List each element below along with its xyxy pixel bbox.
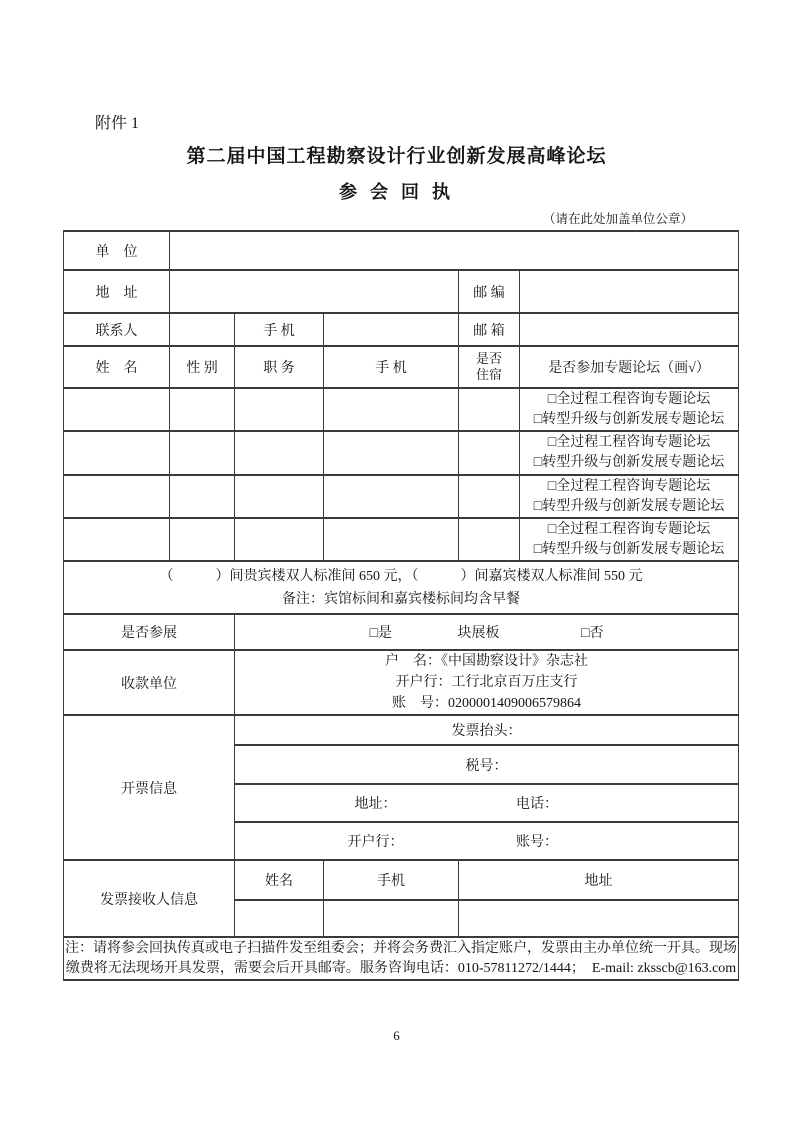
forum-option-consulting: □全过程工程咨询专题论坛 [547, 391, 711, 407]
invoice-taxno-cell [235, 745, 739, 784]
hotel-room-cell [64, 561, 739, 614]
attendee-lodging-cell [459, 518, 520, 561]
attendee-name-cell [64, 388, 170, 431]
footnote-cell: 注：请将参会回执传真或电子扫描件发至组委会；并将会务费汇入指定账户，发票由主办单位统一开具。现场缴费将无法现场开具发票，需要会后开具邮寄。服务咨询电话：010-57811272/1444； E-mail: zksscb@163.com [64, 937, 739, 980]
attendee-position-cell [235, 388, 324, 431]
invoice-bank-account-cell [235, 822, 739, 860]
attendee-mobile-cell [324, 518, 459, 561]
invoice-account-label: 账号： [516, 835, 558, 850]
seal-instruction: （请在此处加盖单位公章） [542, 212, 693, 226]
invoice-address-phone-cell [235, 784, 739, 822]
recipient-section-label: 发票接收人信息 [64, 860, 235, 937]
invoice-phone-label: 电话： [516, 797, 558, 812]
forum-options-cell [520, 431, 739, 475]
lodging-column-header [459, 346, 520, 388]
document-title: 第二届中国工程勘察设计行业创新发展高峰论坛 [186, 146, 607, 167]
invoice-section-label: 开票信息 [64, 715, 235, 860]
forum-options-cell [520, 475, 739, 518]
attendee-lodging-cell [459, 475, 520, 518]
address-label: 地 址 [64, 270, 170, 313]
attendee-name-cell [64, 431, 170, 475]
postcode-input-cell [520, 270, 739, 313]
attendee-mobile-cell [324, 388, 459, 431]
invoice-bank-label: 开户行： [347, 835, 404, 850]
payee-account-number: 账 号：0200001409006579864 [392, 696, 582, 711]
exhibit-options-cell [235, 614, 739, 650]
forum-option-consulting: □全过程工程咨询专题论坛 [547, 521, 711, 537]
invoice-address-label: 地址： [354, 797, 397, 812]
attendee-row [64, 431, 739, 475]
attendee-mobile-cell [324, 475, 459, 518]
mobile-column-header: 手 机 [324, 346, 459, 388]
invoice-title-cell [235, 715, 739, 745]
payee-info-cell [235, 650, 739, 715]
forum-options-cell [520, 518, 739, 561]
recipient-name-header: 姓名 [235, 860, 324, 900]
attendee-gender-cell [170, 431, 235, 475]
exhibit-no-option: □否 [581, 626, 604, 641]
attendee-row [64, 518, 739, 561]
recipient-mobile-cell [324, 900, 459, 937]
forum-options-cell [520, 388, 739, 431]
attendee-lodging-cell [459, 388, 520, 431]
email-input-cell [520, 313, 739, 346]
attendee-position-cell [235, 518, 324, 561]
forum-option-transform: □转型升级与创新发展专题论坛 [533, 541, 725, 557]
payee-label: 收款单位 [64, 650, 235, 715]
attendee-position-cell [235, 431, 324, 475]
forum-option-transform: □转型升级与创新发展专题论坛 [533, 498, 725, 514]
recipient-address-cell [459, 900, 739, 937]
forum-option-transform: □转型升级与创新发展专题论坛 [533, 455, 725, 470]
mobile-input-cell [324, 313, 459, 346]
attendee-name-cell [64, 518, 170, 561]
name-column-header: 姓 名 [64, 346, 170, 388]
registration-form-table [63, 230, 739, 981]
exhibit-yes-option: □是 [369, 626, 393, 641]
payee-account-name: 户 名：《中国勘察设计》杂志社 [385, 654, 589, 669]
lodging-header-line2: 住宿 [475, 367, 502, 382]
postcode-label: 邮 编 [459, 270, 520, 313]
forum-option-consulting: □全过程工程咨询专题论坛 [547, 435, 711, 450]
lodging-header-line1: 是否 [475, 351, 502, 366]
address-input-cell [170, 270, 459, 313]
contact-label: 联系人 [64, 313, 170, 346]
invoice-title-label: 发票抬头： [451, 724, 522, 739]
document-subtitle: 参 会 回 执 [338, 182, 454, 202]
email-label: 邮 箱 [459, 313, 520, 346]
attendee-mobile-cell [324, 431, 459, 475]
attendee-gender-cell [170, 518, 235, 561]
forum-option-transform: □转型升级与创新发展专题论坛 [533, 411, 725, 427]
page-number: 6 [393, 1028, 400, 1043]
attendee-gender-cell [170, 475, 235, 518]
attendee-gender-cell [170, 388, 235, 431]
forum-column-header: 是否参加专题论坛（画√） [520, 346, 739, 388]
invoice-taxno-label: 税号： [465, 758, 508, 774]
gender-column-header: 性 别 [170, 346, 235, 388]
attendee-row [64, 475, 739, 518]
attendee-lodging-cell [459, 431, 520, 475]
position-column-header: 职 务 [235, 346, 324, 388]
recipient-mobile-header: 手机 [324, 860, 459, 900]
hotel-room-line: （ ）间贵宾楼双人标准间 650 元，（ ）间嘉宾楼双人标准间 550 元 [159, 568, 643, 584]
attendee-position-cell [235, 475, 324, 518]
payee-bank: 开户行：工行北京百万庄支行 [395, 675, 578, 690]
unit-label: 单 位 [64, 231, 170, 270]
exhibit-boards-label: 块展板 [457, 626, 500, 641]
forum-option-consulting: □全过程工程咨询专题论坛 [547, 478, 711, 494]
attendee-row [64, 388, 739, 431]
hotel-remark-line: 备注：宾馆标间和嘉宾楼标间均含早餐 [282, 591, 521, 607]
contact-input-cell [170, 313, 235, 346]
attendee-name-cell [64, 475, 170, 518]
recipient-address-header: 地址 [459, 860, 739, 900]
recipient-name-cell [235, 900, 324, 937]
mobile-label: 手 机 [235, 313, 324, 346]
exhibit-label: 是否参展 [64, 614, 235, 650]
unit-input-cell [170, 231, 739, 270]
attachment-label: 附件 1 [95, 115, 140, 132]
